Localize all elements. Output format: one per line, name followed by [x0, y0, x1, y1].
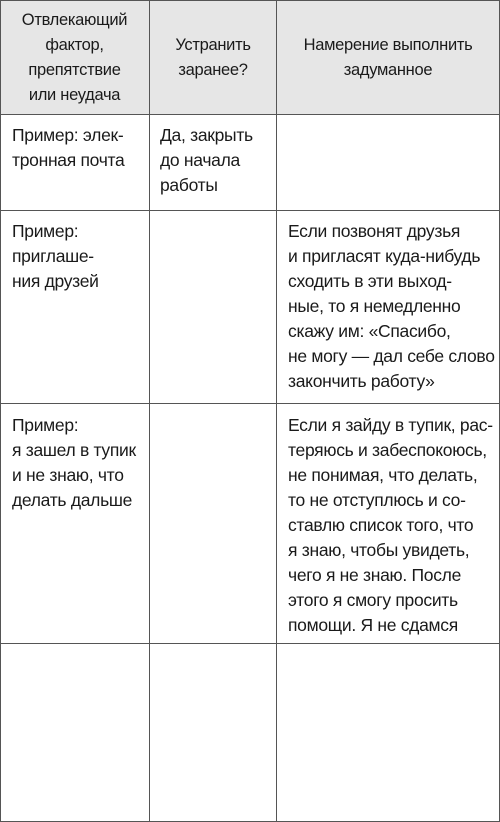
- row-2-factor: Пример: приглаше- ния друзей: [12, 221, 99, 291]
- row-divider: [0, 403, 500, 404]
- column-divider: [276, 0, 277, 822]
- row-divider: [0, 210, 500, 211]
- header-intention: Намерение выполнить задуманное: [303, 36, 473, 79]
- row-1-factor: Пример: элек- тронная почта: [12, 125, 125, 170]
- header-divider: [0, 114, 500, 115]
- row-divider: [0, 643, 500, 644]
- row-1-eliminate: Да, закрыть до начала работы: [160, 125, 253, 195]
- row-3-factor: Пример: я зашел в тупик и не знаю, что делать дальше: [12, 415, 136, 510]
- row-2-intention: Если позвонят друзья и пригласят куда-нибудь сходить в эти выход- ные, то я немедленно скажу им: «Спасибо, не могу — дал себе слово закончить работу»: [288, 221, 495, 391]
- table-border-top: [0, 0, 500, 1]
- row-3-intention: Если я зайду в тупик, рас- теряюсь и забеспокоюсь, не понимая, что делать, то не отступлюсь и со- ставлю список того, что я знаю, чтобы увидеть, чего я не знаю. После этого я смогу просить помощи. Я не сдамся: [288, 415, 493, 635]
- header-factor: Отвлекающий фактор, препятствие или неудача: [21, 11, 128, 104]
- table-border-left: [0, 0, 1, 822]
- header-eliminate: Устранить заранее?: [175, 36, 251, 79]
- column-divider: [149, 0, 150, 822]
